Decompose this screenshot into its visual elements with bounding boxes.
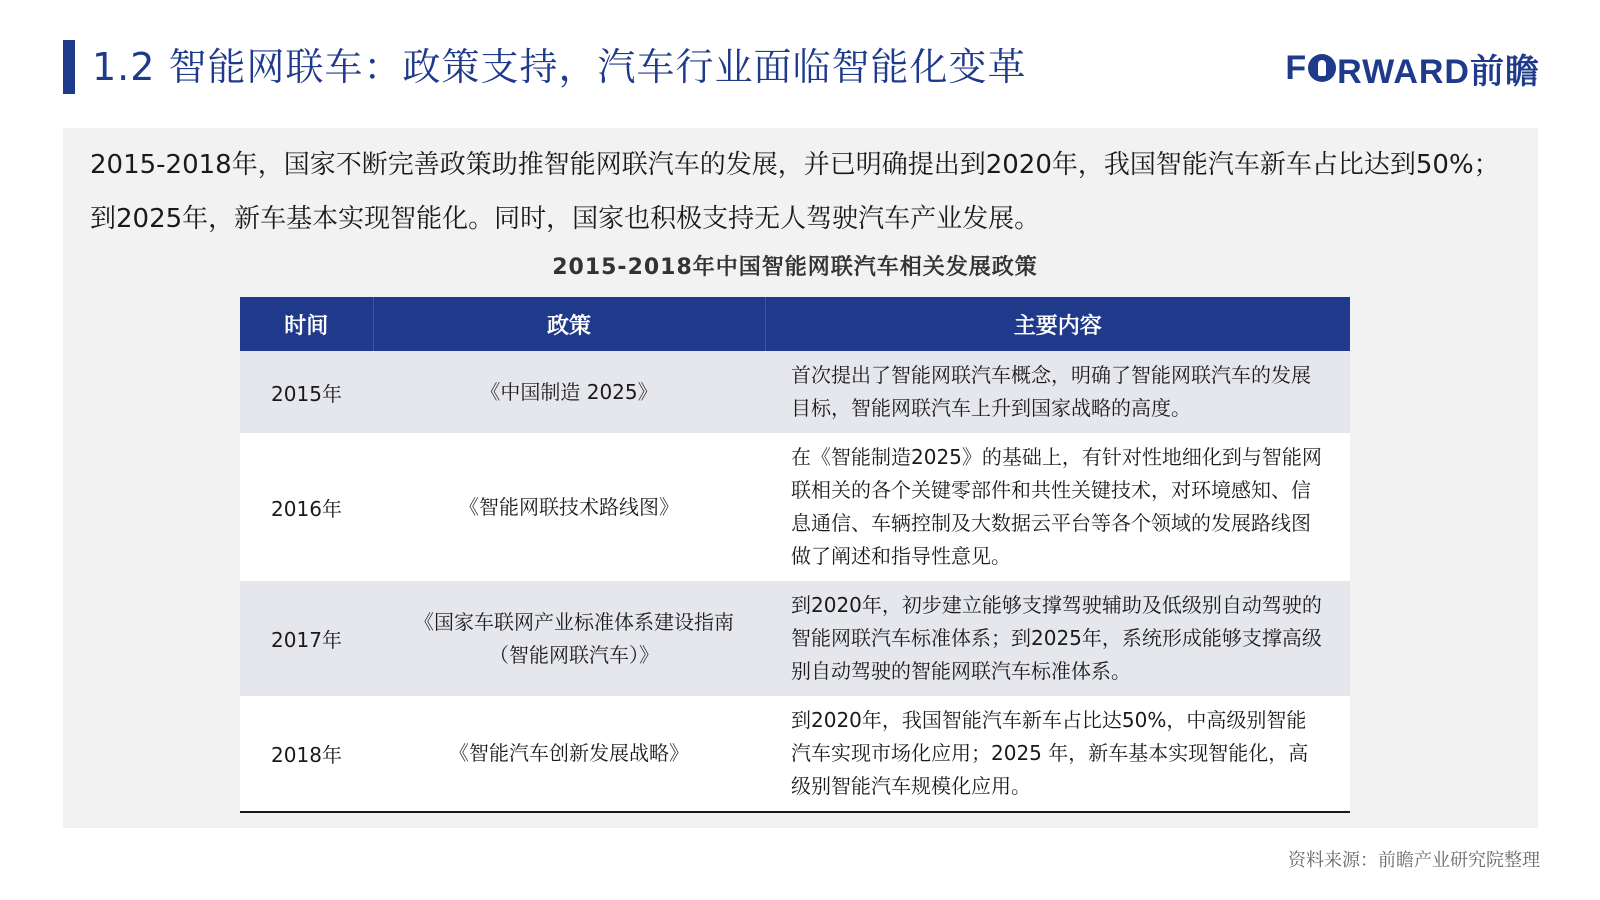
cell-content: 到2020年，我国智能汽车新车占比达50%，中高级别智能汽车实现市场化应用；2025 年，新车基本实现智能化，高级别智能汽车规模化应用。 — [765, 696, 1350, 812]
title-accent-bar — [63, 40, 75, 94]
header-policy: 政策 — [373, 297, 765, 351]
header-time: 时间 — [240, 297, 373, 351]
cell-policy: 《中国制造 2025》 — [373, 351, 765, 433]
intro-paragraph: 2015-2018年，国家不断完善政策助推智能网联汽车的发展，并已明确提出到2020年，我国智能汽车新车占比达到50%；到2025年，新车基本实现智能化。同时，国家也积极支持无人驾驶汽车产业发展。 — [90, 150, 1500, 234]
table-row — [240, 581, 1350, 696]
cell-policy: 《国家车联网产业标准体系建设指南（智能网联汽车）》 — [373, 581, 765, 696]
cell-year: 2018年 — [240, 696, 373, 812]
policy-table — [240, 297, 1350, 813]
table-row — [240, 351, 1350, 433]
source-note: 资料来源：前瞻产业研究院整理 — [1288, 850, 1540, 871]
cell-policy: 《智能网联技术路线图》 — [373, 433, 765, 581]
table-row — [240, 696, 1350, 812]
keyhole-circle-icon — [1308, 54, 1336, 82]
cell-year: 2017年 — [240, 581, 373, 696]
forward-logo — [1285, 48, 1540, 91]
header-content: 主要内容 — [765, 297, 1350, 351]
logo-suffix: RWARD前瞻 — [1337, 52, 1540, 91]
cell-content: 到2020年，初步建立能够支撑驾驶辅助及低级别自动驾驶的智能网联汽车标准体系；到2025年，系统形成能够支撑高级别自动驾驶的智能网联汽车标准体系。 — [765, 581, 1350, 696]
cell-policy: 《智能汽车创新发展战略》 — [373, 696, 765, 812]
table-title: 2015-2018年中国智能网联汽车相关发展政策 — [552, 255, 1038, 280]
page-title: 1.2 智能网联车：政策支持，汽车行业面临智能化变革 — [92, 45, 1027, 89]
table-header-row — [240, 297, 1350, 351]
cell-content: 在《智能制造2025》的基础上，有针对性地细化到与智能网联相关的各个关键零部件和共性关键技术，对环境感知、信息通信、车辆控制及大数据云平台等各个领域的发展路线图做了阐述和指导性意见。 — [765, 433, 1350, 581]
cell-year: 2015年 — [240, 351, 373, 433]
table-row — [240, 433, 1350, 581]
cell-year: 2016年 — [240, 433, 373, 581]
logo-prefix: F — [1285, 48, 1308, 87]
cell-content: 首次提出了智能网联汽车概念，明确了智能网联汽车的发展目标，智能网联汽车上升到国家战略的高度。 — [765, 351, 1350, 433]
